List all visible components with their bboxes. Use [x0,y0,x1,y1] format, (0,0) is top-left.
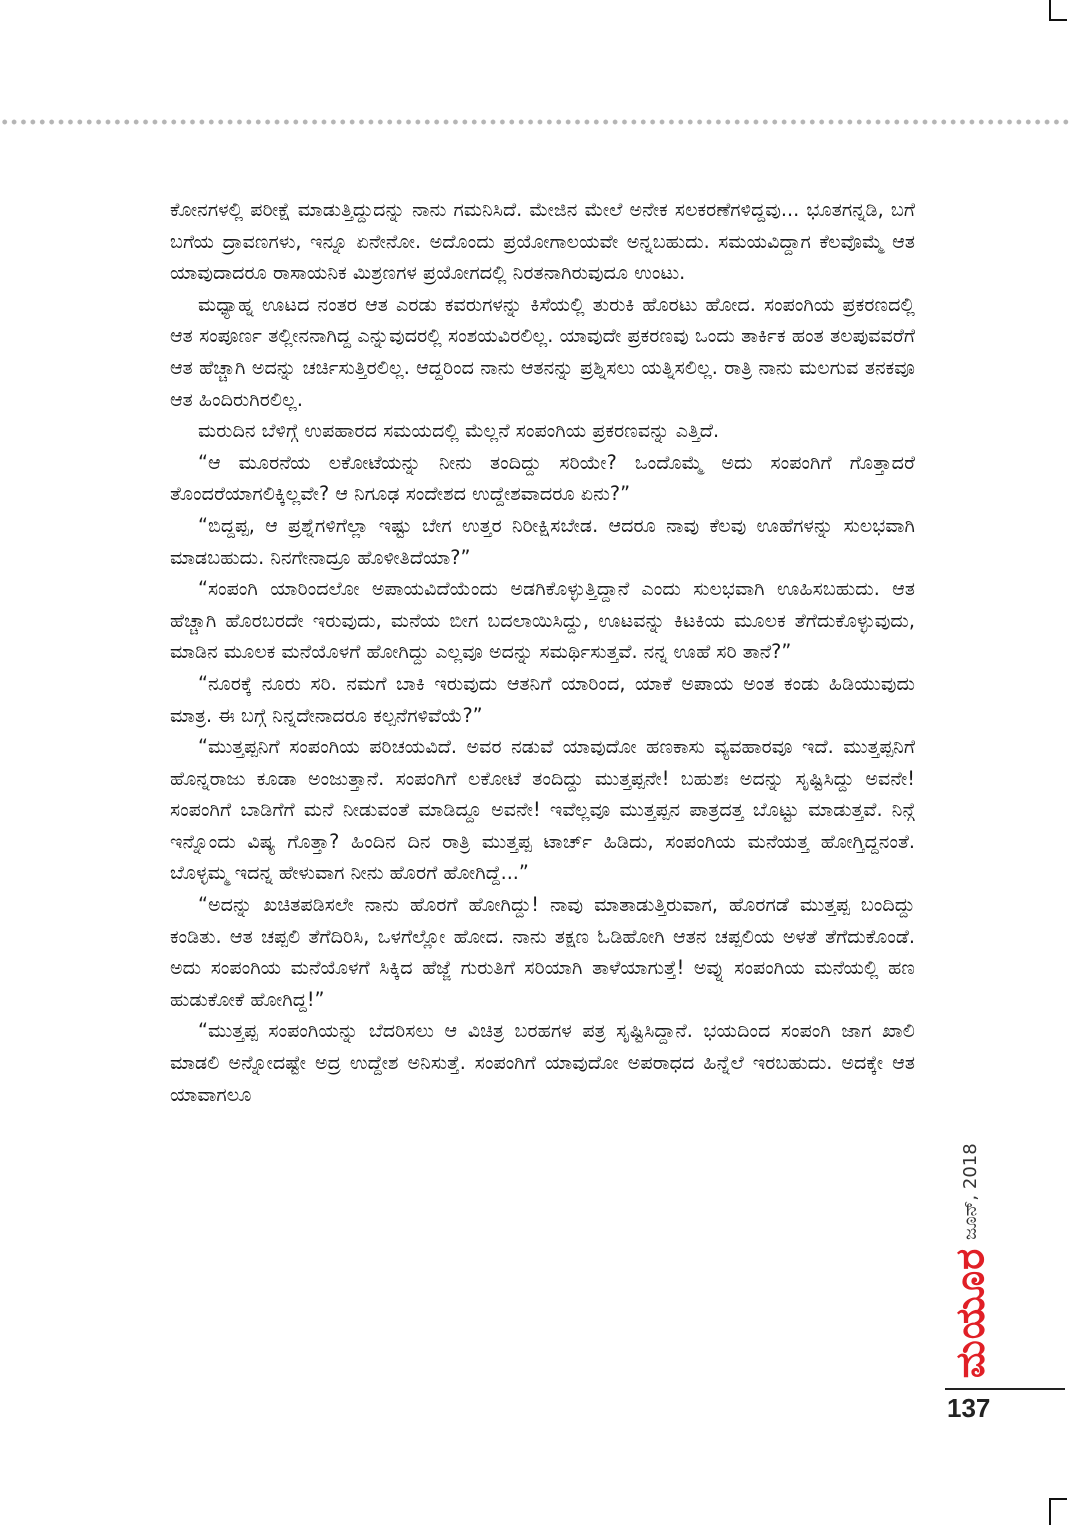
paragraph-1: ಕೋನಗಳಲ್ಲಿ ಪರೀಕ್ಷೆ ಮಾಡುತ್ತಿದ್ದುದನ್ನು ನಾನು ಗಮನಿಸಿದೆ. ಮೇಜಿನ ಮೇಲೆ ಅನೇಕ ಸಲಕರಣೆಗಳಿದ್ದವು... ಭೂತಗನ್ನಡಿ, ಬಗೆ ಬಗೆಯ ದ್ರಾವಣಗಳು, ಇನ್ನೂ ಏನೇನೋ. ಅದೊಂದು ಪ್ರಯೋಗಾಲಯವೇ ಅನ್ನಬಹುದು. ಸಮಯವಿದ್ದಾಗ ಕೆಲವೊಮ್ಮೆ ಆತ ಯಾವುದಾದರೂ ರಾಸಾಯನಿಕ ಮಿಶ್ರಣಗಳ ಪ್ರಯೋಗದಲ್ಲಿ ನಿರತನಾಗಿರುವುದೂ ಉಂಟು. [170,198,915,285]
crop-mark-top [1049,0,1051,20]
page-number: 137 [947,1393,991,1423]
paragraph-5: “ಬಿದ್ದಪ್ಪ, ಆ ಪ್ರಶ್ನೆಗಳಿಗೆಲ್ಲಾ ಇಷ್ಟು ಬೇಗ ಉತ್ತರ ನಿರೀಕ್ಷಿಸಬೇಡ. ಆದರೂ ನಾವು ಕೆಲವು ಊಹೆಗಳನ್ನು ಸುಲಭವಾಗಿ ಮಾಡಬಹುದು. ನಿನಗೇನಾದ್ರೂ ಹೊಳೀತಿದೆಯಾ?” [170,513,915,569]
paragraph-6: “ಸಂಪಂಗಿ ಯಾರಿಂದಲೋ ಅಪಾಯವಿದೆಯೆಂದು ಅಡಗಿಕೊಳ್ಳುತ್ತಿದ್ದಾನೆ ಎಂದು ಸುಲಭವಾಗಿ ಊಹಿಸಬಹುದು. ಆತ ಹೆಚ್ಚಾಗಿ ಹೊರಬರದೇ ಇರುವುದು, ಮನೆಯ ಬೀಗ ಬದಲಾಯಿಸಿದ್ದು, ಊಟವನ್ನು ಕಿಟಕಿಯ ಮೂಲಕ ತೆಗೆದುಕೊಳ್ಳುವುದು, ಮಾಡಿನ ಮೂಲಕ ಮನೆಯೊಳಗೆ ಹೋಗಿದ್ದು ಎಲ್ಲವೂ ಅದನ್ನು ಸಮರ್ಥಿಸುತ್ತವೆ. ನನ್ನ ಊಹೆ ಸರಿ ತಾನೆ?” [170,577,915,664]
paragraph-3: ಮರುದಿನ ಬೆಳಿಗ್ಗೆ ಉಪಹಾರದ ಸಮಯದಲ್ಲಿ ಮೆಲ್ಲನೆ ಸಂಪಂಗಿಯ ಪ್ರಕರಣವನ್ನು ಎತ್ತಿದೆ. [198,419,720,443]
crop-mark-top-h [1049,19,1067,21]
crop-mark-bottom [1049,1498,1051,1525]
magazine-logo [945,1247,995,1378]
article-body [170,194,915,1110]
paragraph-8: “ಮುತ್ತಪ್ಪನಿಗೆ ಸಂಪಂಗಿಯ ಪರಿಚಯವಿದೆ. ಅವರ ನಡುವೆ ಯಾವುದೋ ಹಣಕಾಸು ವ್ಯವಹಾರವೂ ಇದೆ. ಮುತ್ತಪ್ಪನಿಗೆ ಹೊನ್ನರಾಜು ಕೂಡಾ ಅಂಜುತ್ತಾನೆ. ಸಂಪಂಗಿಗೆ ಲಕೋಟೆ ತಂದಿದ್ದು ಮುತ್ತಪ್ಪನೇ! ಬಹುಶಃ ಅದನ್ನು ಸೃಷ್ಟಿಸಿದ್ದು ಅವನೇ! ಸಂಪಂಗಿಗೆ ಬಾಡಿಗೆಗೆ ಮನೆ ನೀಡುವಂತೆ ಮಾಡಿದ್ದೂ ಅವನೇ! ಇವೆಲ್ಲವೂ ಮುತ್ತಪ್ಪನ ಪಾತ್ರದತ್ತ ಬೊಟ್ಟು ಮಾಡುತ್ತವೆ. ನಿನ್ಗೆ ಇನ್ನೊಂದು ವಿಷ್ಯ ಗೊತ್ತಾ? ಹಿಂದಿನ ದಿನ ರಾತ್ರಿ ಮುತ್ತಪ್ಪ ಟಾರ್ಚ್ ಹಿಡಿದು, ಸಂಪಂಗಿಯ ಮನೆಯತ್ತ ಹೋಗ್ತಿದ್ದನಂತೆ. ಬೊಳ್ಳಮ್ಮ ಇದನ್ನ ಹೇಳುವಾಗ ನೀನು ಹೊರಗೆ ಹೋಗಿದ್ದೆ...” [170,735,915,885]
dotted-rule [0,118,1072,126]
paragraph-2: ಮಧ್ಯಾಹ್ನ ಊಟದ ನಂತರ ಆತ ಎರಡು ಕವರುಗಳನ್ನು ಕಿಸೆಯಲ್ಲಿ ತುರುಕಿ ಹೊರಟು ಹೋದ. ಸಂಪಂಗಿಯ ಪ್ರಕರಣದಲ್ಲಿ ಆತ ಸಂಪೂರ್ಣ ತಲ್ಲೀನನಾಗಿದ್ದ ಎನ್ನುವುದರಲ್ಲಿ ಸಂಶಯವಿರಲಿಲ್ಲ. ಯಾವುದೇ ಪ್ರಕರಣವು ಒಂದು ತಾರ್ಕಿಕ ಹಂತ ತಲಪುವವರೆಗೆ ಆತ ಹೆಚ್ಚಾಗಿ ಅದನ್ನು ಚರ್ಚಿಸುತ್ತಿರಲಿಲ್ಲ. ಆದ್ದರಿಂದ ನಾನು ಆತನನ್ನು ಪ್ರಶ್ನಿಸಲು ಯತ್ನಿಸಲಿಲ್ಲ. ರಾತ್ರಿ ನಾನು ಮಲಗುವ ತನಕವೂ ಆತ ಹಿಂದಿರುಗಿರಲಿಲ್ಲ. [170,292,915,411]
magazine-name: ಮಯೂರ [947,1247,993,1378]
crop-mark-bottom-h [1049,1498,1067,1500]
paragraph-4: “ಆ ಮೂರನೆಯ ಲಕೋಟೆಯನ್ನು ನೀನು ತಂದಿದ್ದು ಸರಿಯೇ? ಒಂದೊಮ್ಮೆ ಅದು ಸಂಪಂಗಿಗೆ ಗೊತ್ತಾದರೆ ತೊಂದರೆಯಾಗಲಿಕ್ಕಿಲ್ಲವೇ? ಆ ನಿಗೂಢ ಸಂದೇಶದ ಉದ್ದೇಶವಾದರೂ ಏನು?” [170,450,915,506]
paragraph-10: “ಮುತ್ತಪ್ಪ ಸಂಪಂಗಿಯನ್ನು ಬೆದರಿಸಲು ಆ ವಿಚಿತ್ರ ಬರಹಗಳ ಪತ್ರ ಸೃಷ್ಟಿಸಿದ್ದಾನೆ. ಭಯದಿಂದ ಸಂಪಂಗಿ ಜಾಗ ಖಾಲಿ ಮಾಡಲಿ ಅನ್ನೋದಷ್ಟೇ ಅದ್ರ ಉದ್ದೇಶ ಅನಿಸುತ್ತೆ. ಸಂಪಂಗಿಗೆ ಯಾವುದೋ ಅಪರಾಧದ ಹಿನ್ನೆಲೆ ಇರಬಹುದು. ಅದಕ್ಕೇ ಆತ ಯಾವಾಗಲೂ [170,1019,915,1106]
paragraph-9: “ಅದನ್ನು ಖಚಿತಪಡಿಸಲೇ ನಾನು ಹೊರಗೆ ಹೋಗಿದ್ದು! ನಾವು ಮಾತಾಡುತ್ತಿರುವಾಗ, ಹೊರಗಡೆ ಮುತ್ತಪ್ಪ ಬಂದಿದ್ದು ಕಂಡಿತು. ಆತ ಚಪ್ಪಲಿ ತೆಗೆದಿರಿಸಿ, ಒಳಗೆಲ್ಲೋ ಹೋದ. ನಾನು ತಕ್ಷಣ ಓಡಿಹೋಗಿ ಆತನ ಚಪ್ಪಲಿಯ ಅಳತೆ ತೆಗೆದುಕೊಂಡೆ. ಅದು ಸಂಪಂಗಿಯ ಮನೆಯೊಳಗೆ ಸಿಕ್ಕಿದ ಹೆಜ್ಜೆ ಗುರುತಿಗೆ ಸರಿಯಾಗಿ ತಾಳೆಯಾಗುತ್ತೆ! ಅವ್ನು ಸಂಪಂಗಿಯ ಮನೆಯಲ್ಲಿ ಹಣ ಹುಡುಕೋಕೆ ಹೋಗಿದ್ದ!” [170,893,915,1011]
issue-date: ಜೂನ್, 2018 [960,1143,981,1240]
footer-rule [945,1388,1065,1390]
paragraph-7: “ನೂರಕ್ಕೆ ನೂರು ಸರಿ. ನಮಗೆ ಬಾಕಿ ಇರುವುದು ಆತನಿಗೆ ಯಾರಿಂದ, ಯಾಕೆ ಅಪಾಯ ಅಂತ ಕಂಡು ಹಿಡಿಯುವುದು ಮಾತ್ರ. ಈ ಬಗ್ಗೆ ನಿನ್ನದೇನಾದರೂ ಕಲ್ಪನೆಗಳಿವೆಯೆ?” [170,671,915,727]
